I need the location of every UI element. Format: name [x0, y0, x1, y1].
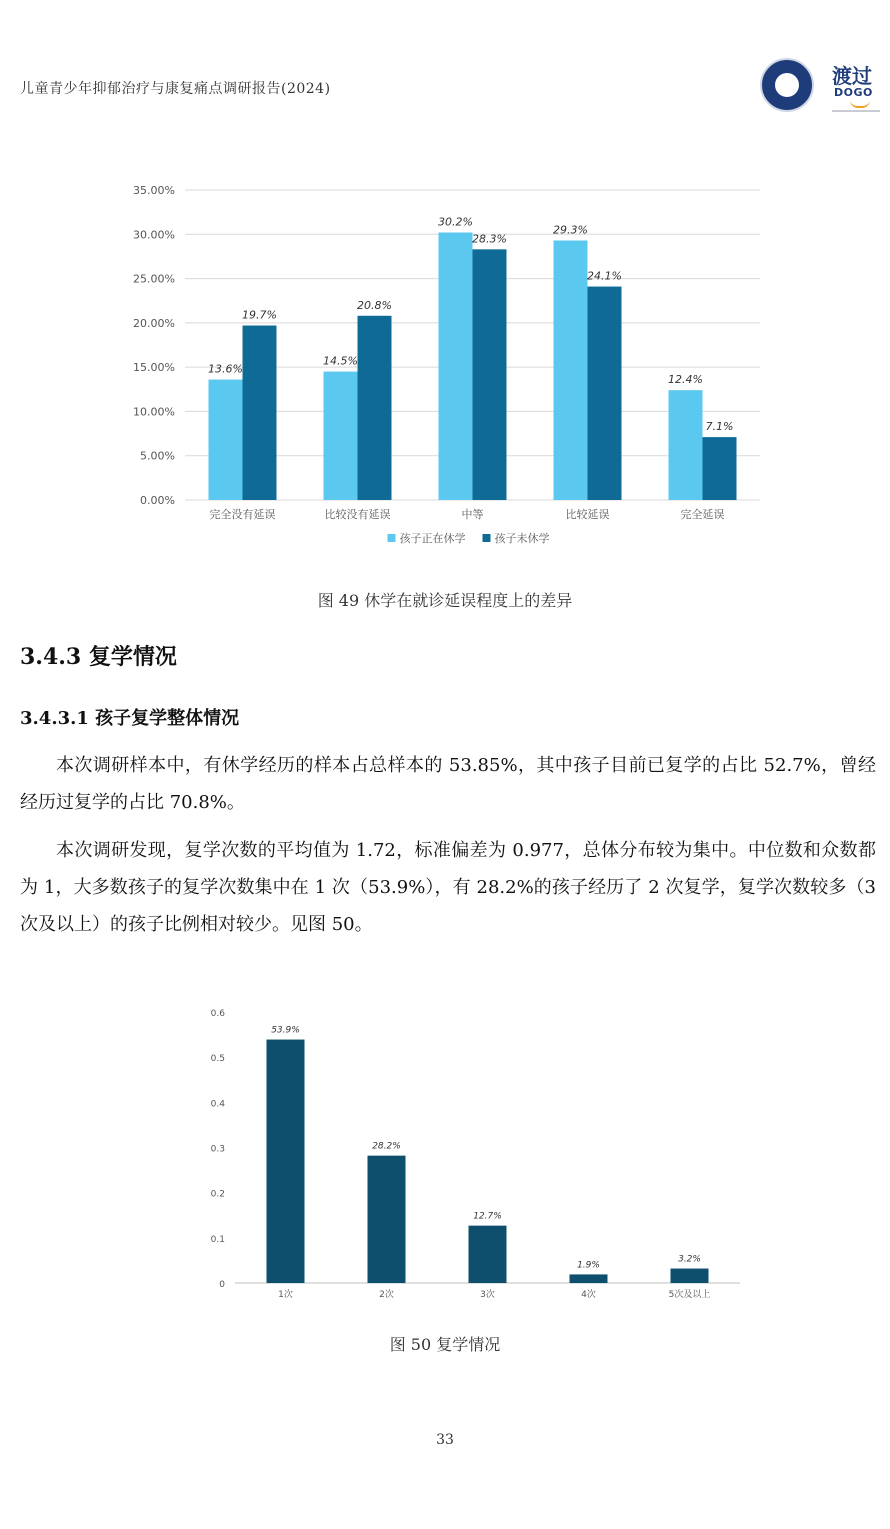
- data-label: 13.6%: [208, 362, 243, 376]
- x-tick-label: 1次: [278, 1290, 293, 1300]
- data-label: 12.7%: [473, 1211, 502, 1222]
- data-label: 7.1%: [705, 420, 734, 434]
- y-tick-label: 0.4: [210, 1099, 225, 1110]
- bar: [358, 316, 392, 500]
- data-label: 19.7%: [242, 308, 277, 322]
- paragraph-2: 本次调研发现，复学次数的平均值为 1.72，标准偏差为 0.977，总体分布较为集中。中位数和众数都为 1，大多数孩子的复学次数集中在 1 次（53.9%），有 28.2%的孩子经历了 2 次复学，复学次数较多（3 次及以上）的孩子比例相对较少。见图 50。: [20, 840, 876, 935]
- bar: [473, 249, 507, 500]
- legend-swatch: [483, 534, 491, 542]
- section-heading: 3.4.3 复学情况: [20, 644, 177, 670]
- data-label: 3.2%: [678, 1254, 701, 1265]
- bar: [267, 1040, 305, 1283]
- data-label: 1.9%: [577, 1260, 600, 1271]
- data-label: 14.5%: [323, 354, 358, 368]
- y-tick-label: 5.00%: [140, 449, 175, 463]
- logo-text-cn: 渡过: [832, 64, 872, 88]
- y-tick-label: 0.2: [210, 1189, 225, 1200]
- figure-50-caption: 图 50 复学情况: [389, 1335, 501, 1354]
- x-tick-label: 比较没有延误: [324, 508, 391, 521]
- bar: [439, 233, 473, 500]
- bar: [703, 437, 737, 500]
- bar: [669, 390, 703, 500]
- bar: [554, 240, 588, 500]
- y-tick-label: 0.3: [210, 1144, 225, 1155]
- bar: [368, 1156, 406, 1283]
- y-tick-label: 30.00%: [133, 228, 175, 242]
- data-label: 53.9%: [271, 1025, 300, 1036]
- figure-49-caption: 图 49 休学在就诊延误程度上的差异: [317, 591, 573, 610]
- flower-emblem-icon: [760, 58, 814, 112]
- x-tick-label: 完全没有延误: [209, 508, 276, 521]
- x-tick-label: 比较延误: [565, 508, 610, 521]
- bar: [209, 380, 243, 500]
- y-tick-label: 25.00%: [133, 272, 175, 286]
- logo-text-en: DOGO: [834, 86, 873, 99]
- bar: [588, 287, 622, 500]
- x-tick-label: 中等: [461, 508, 484, 521]
- logo-swoosh-icon: [850, 100, 870, 108]
- y-tick-label: 0.1: [210, 1234, 225, 1245]
- x-tick-label: 4次: [581, 1290, 596, 1300]
- y-tick-label: 0.00%: [140, 494, 175, 507]
- page-number: 33: [436, 1432, 454, 1448]
- y-tick-label: 10.00%: [133, 405, 175, 419]
- legend-label: 孩子未休学: [494, 532, 550, 545]
- y-tick-label: 0.5: [210, 1054, 225, 1065]
- data-label: 12.4%: [668, 373, 703, 387]
- bar: [570, 1274, 608, 1283]
- data-label: 29.3%: [553, 223, 588, 237]
- y-tick-label: 35.00%: [133, 184, 175, 197]
- bar: [671, 1269, 709, 1283]
- bar: [324, 372, 358, 500]
- subsection-heading: 3.4.3.1 孩子复学整体情况: [20, 708, 240, 729]
- y-tick-label: 15.00%: [133, 361, 175, 375]
- x-tick-label: 3次: [480, 1290, 495, 1300]
- data-label: 30.2%: [438, 215, 473, 229]
- x-tick-label: 5次及以上: [668, 1290, 711, 1300]
- data-label: 28.3%: [472, 232, 507, 246]
- figure-50-chart: [140, 985, 760, 1315]
- x-tick-label: 完全延误: [680, 508, 725, 521]
- legend-label: 孩子正在休学: [399, 532, 466, 545]
- bar: [243, 326, 277, 500]
- bar: [469, 1226, 507, 1283]
- x-tick-label: 2次: [379, 1290, 394, 1300]
- figure-49-chart: [60, 170, 840, 570]
- y-tick-label: 0.6: [210, 1009, 225, 1019]
- y-tick-label: 0: [219, 1280, 225, 1290]
- data-label: 28.2%: [372, 1141, 401, 1152]
- legend-swatch: [388, 534, 396, 542]
- logo-subline: [832, 110, 880, 112]
- report-title: 儿童青少年抑郁治疗与康复痛点调研报告(2024): [20, 81, 331, 97]
- y-tick-label: 20.00%: [133, 316, 175, 330]
- paragraph-1: 本次调研样本中，有休学经历的样本占总样本的 53.85%，其中孩子目前已复学的占比 52.7%，曾经经历过复学的占比 70.8%。: [20, 755, 876, 813]
- data-label: 20.8%: [357, 298, 392, 312]
- data-label: 24.1%: [587, 269, 622, 283]
